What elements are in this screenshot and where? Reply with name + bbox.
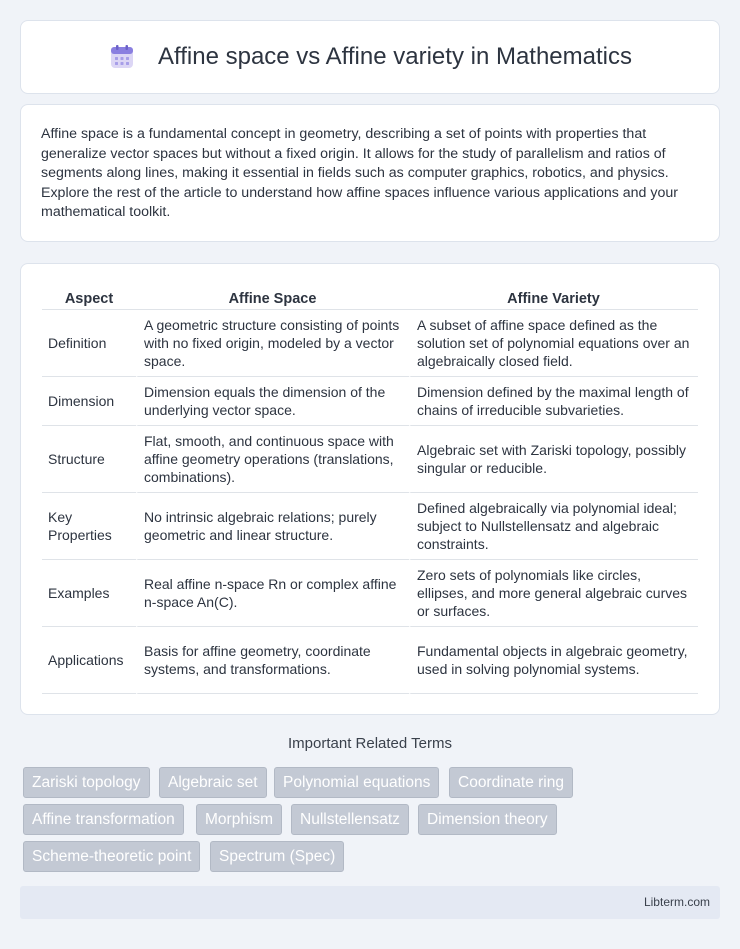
tag-morphism[interactable]: Morphism: [196, 804, 282, 835]
row-affine-variety: Algebraic set with Zariski topology, possibly singular or reducible.: [409, 426, 698, 493]
table-row: [42, 426, 698, 493]
calendar-icon: [108, 43, 136, 71]
row-affine-space: Dimension equals the dimension of the underlying vector space.: [136, 377, 409, 426]
row-affine-variety: Dimension defined by the maximal length of chains of irreducible subvarieties.: [409, 377, 698, 426]
row-affine-variety: A subset of affine space defined as the solution set of polynomial equations over an algebraically closed field.: [409, 310, 698, 377]
tag-algebraic-set[interactable]: Algebraic set: [159, 767, 267, 798]
tag-spectrum-spec[interactable]: Spectrum (Spec): [210, 841, 344, 872]
row-affine-variety: Zero sets of polynomials like circles, ellipses, and more general algebraic curves or surfaces.: [409, 560, 698, 627]
header-aspect: Aspect: [42, 284, 136, 310]
comparison-table: [42, 284, 698, 694]
row-affine-space: A geometric structure consisting of points with no fixed origin, modeled by a vector space.: [136, 310, 409, 377]
row-affine-space: Real affine n-space Rn or complex affine n-space An(C).: [136, 560, 409, 627]
header-card: [20, 20, 720, 94]
header-affine-space: Affine Space: [136, 284, 409, 310]
tag-scheme-theoretic-point[interactable]: Scheme-theoretic point: [23, 841, 200, 872]
table-row: [42, 310, 698, 377]
page-title: Affine space vs Affine variety in Mathematics: [157, 43, 632, 70]
header-affine-variety: Affine Variety: [409, 284, 698, 310]
row-aspect: Definition: [42, 310, 136, 377]
tag-coordinate-ring[interactable]: Coordinate ring: [449, 767, 573, 798]
tag-dimension-theory[interactable]: Dimension theory: [418, 804, 557, 835]
tag-zariski-topology[interactable]: Zariski topology: [23, 767, 150, 798]
intro-text: Affine space is a fundamental concept in geometry, describing a set of points with properties that generalize vector spaces but without a fixed origin. It allows for the study of parallelism and ratios of segments along lines, making it essential in fields such as computer graphics, robotics, and physics. Explore the rest of the article to understand how affine spaces influence various applications and your mathematical toolkit.: [41, 126, 678, 221]
table-row: [42, 377, 698, 426]
footer-site-link[interactable]: Libterm.com: [643, 895, 710, 909]
row-aspect: Applications: [42, 627, 136, 694]
row-aspect: Dimension: [42, 377, 136, 426]
tag-nullstellensatz[interactable]: Nullstellensatz: [291, 804, 409, 835]
footer: [20, 886, 720, 919]
table-row: [42, 493, 698, 560]
row-aspect: Structure: [42, 426, 136, 493]
tag-polynomial-equations[interactable]: Polynomial equations: [274, 767, 439, 798]
table-row: [42, 627, 698, 694]
intro-card: [20, 104, 720, 242]
table-row: [42, 560, 698, 627]
row-affine-space: Basis for affine geometry, coordinate systems, and transformations.: [136, 627, 409, 694]
row-affine-space: No intrinsic algebraic relations; purely geometric and linear structure.: [136, 493, 409, 560]
row-affine-space: Flat, smooth, and continuous space with affine geometry operations (translations, combinations).: [136, 426, 409, 493]
comparison-table-card: [20, 263, 720, 715]
related-terms-title: Important Related Terms: [288, 735, 452, 752]
title-wrap: [108, 43, 632, 71]
row-aspect: Examples: [42, 560, 136, 627]
table-header-row: [42, 284, 698, 310]
row-aspect: Key Properties: [42, 493, 136, 560]
row-affine-variety: Fundamental objects in algebraic geometry, used in solving polynomial systems.: [409, 627, 698, 694]
related-terms-section: [0, 735, 740, 865]
tag-affine-transformation[interactable]: Affine transformation: [23, 804, 184, 835]
row-affine-variety: Defined algebraically via polynomial ideal; subject to Nullstellensatz and algebraic constraints.: [409, 493, 698, 560]
